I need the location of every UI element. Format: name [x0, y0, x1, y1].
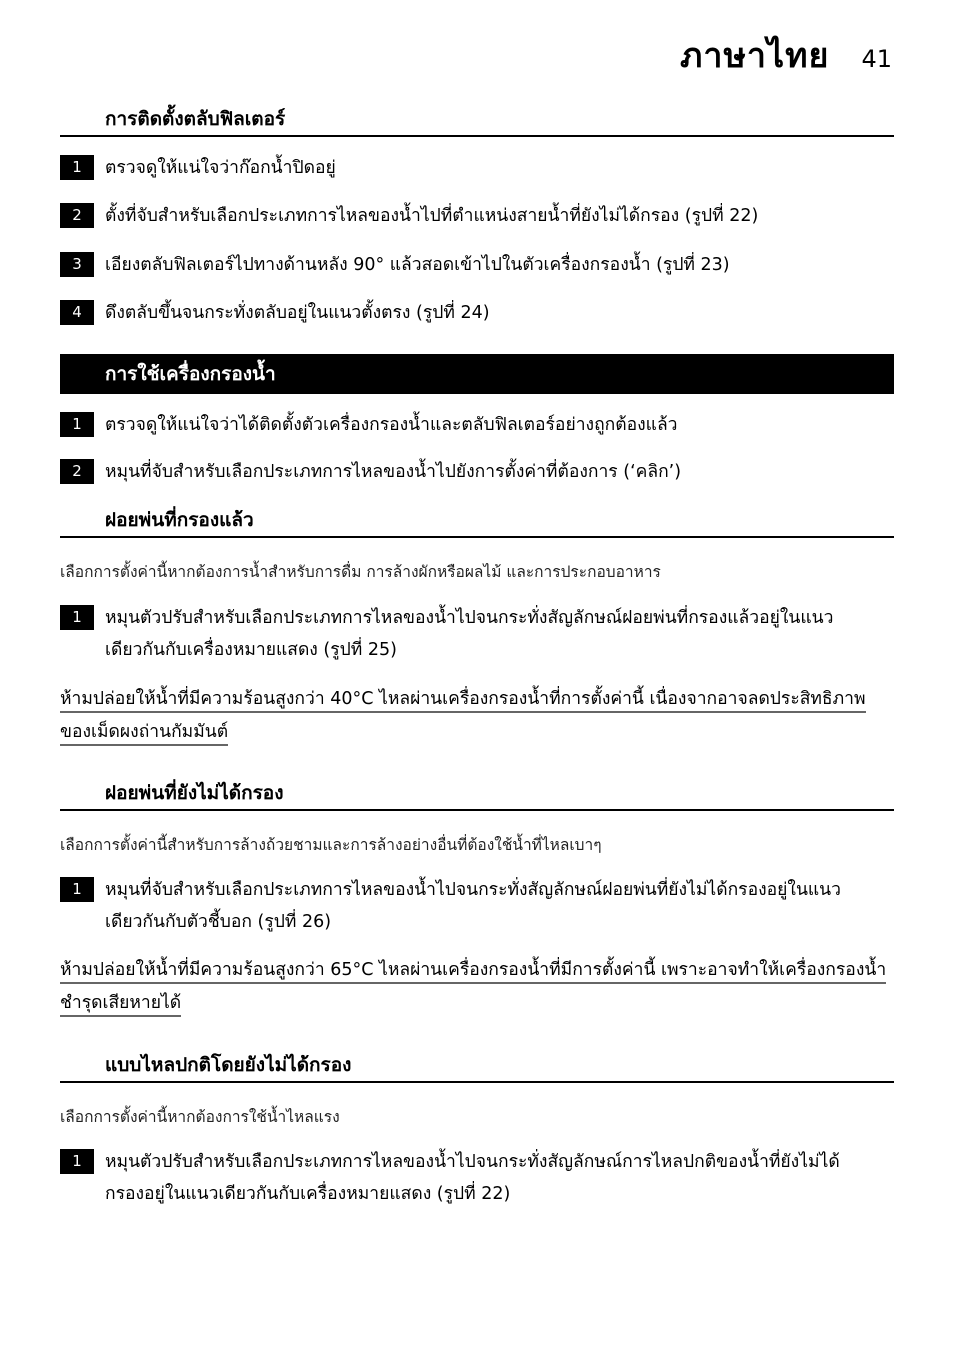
step-text-line: หมุนตัวปรับสำหรับเลือกประเภทการไหลของน้ำไปจนกระทั่งสัญลักษณ์ฝอยพ่นที่กรองแล้วอยู่ในแนว	[105, 608, 834, 628]
step-number: 2	[60, 459, 94, 484]
section-heading-unfiltered-spray: ฝอยพ่นที่ยังไม่ได้กรอง	[60, 778, 894, 811]
step-text-line: เดียวกันกับเครื่องหมายแสดง (รูปที่ 25)	[105, 640, 397, 660]
warning-line: ห้ามปล่อยให้น้ำที่มีความร้อนสูงกว่า 65°C ไหลผ่านเครื่องกรองน้ำที่มีการตั้งค่านี้ เพราะอาจทำให้เครื่องกรองน้ำ	[60, 960, 886, 984]
step-number: 1	[60, 412, 94, 437]
use-step-2	[60, 456, 894, 488]
warning-line: ห้ามปล่อยให้น้ำที่มีความร้อนสูงกว่า 40°C ไหลผ่านเครื่องกรองน้ำที่การตั้งค่านี้ เนื่องจากอาจลดประสิทธิภาพ	[60, 689, 866, 713]
section-heading-use-filter: การใช้เครื่องกรองน้ำ	[60, 354, 894, 394]
step-number: 1	[60, 605, 94, 630]
install-step-2	[60, 200, 894, 232]
filtered-spray-step-1	[60, 602, 894, 666]
step-text-line: หมุนตัวปรับสำหรับเลือกประเภทการไหลของน้ำไปจนกระทั่งสัญลักษณ์การไหลปกติของน้ำที่ยังไม่ได้	[105, 1152, 840, 1172]
step-text: หมุนที่จับสำหรับเลือกประเภทการไหลของน้ำไปยังการตั้งค่าที่ต้องการ (‘คลิก’)	[105, 462, 682, 482]
unfiltered-spray-warning	[60, 954, 894, 1020]
unfiltered-spray-step-1	[60, 874, 894, 938]
step-text: ตรวจดูให้แน่ใจว่าก๊อกน้ำปิดอยู่	[105, 158, 336, 178]
page-number: 41	[861, 45, 892, 73]
step-text: ตั้งที่จับสำหรับเลือกประเภทการไหลของน้ำไปที่ตำแหน่งสายน้ำที่ยังไม่ได้กรอง (รูปที่ 22)	[105, 206, 759, 226]
step-number: 4	[60, 300, 94, 325]
warning-line: ชำรุดเสียหายได้	[60, 993, 181, 1017]
step-text	[105, 874, 894, 938]
step-text: ดึงตลับขึ้นจนกระทั่งตลับอยู่ในแนวตั้งตรง (รูปที่ 24)	[105, 303, 490, 323]
step-text-line: หมุนที่จับสำหรับเลือกประเภทการไหลของน้ำไปจนกระทั่งสัญลักษณ์ฝอยพ่นที่ยังไม่ได้กรองอยู่ในแนว	[105, 880, 841, 900]
filtered-spray-note: เลือกการตั้งค่านี้หากต้องการน้ำสำหรับการดื่ม การล้างผักหรือผลไม้ และการประกอบอาหาร	[60, 563, 661, 581]
step-text	[105, 1146, 894, 1210]
step-number: 3	[60, 252, 94, 277]
page-header	[680, 28, 892, 82]
section-heading-install-filter: การติดตั้งตลับฟิลเตอร์	[60, 104, 894, 137]
use-step-1	[60, 409, 894, 441]
normal-flow-step-1	[60, 1146, 894, 1210]
step-number: 1	[60, 155, 94, 180]
normal-flow-note: เลือกการตั้งค่านี้หากต้องการใช้น้ำไหลแรง	[60, 1108, 340, 1126]
language-title: ภาษาไทย	[680, 36, 830, 76]
step-number: 1	[60, 877, 94, 902]
step-number: 2	[60, 203, 94, 228]
step-number: 1	[60, 1149, 94, 1174]
install-step-4	[60, 297, 894, 329]
unfiltered-spray-note: เลือกการตั้งค่านี้สำหรับการล้างถ้วยชามและการล้างอย่างอื่นที่ต้องใช้น้ำที่ไหลเบาๆ	[60, 836, 602, 854]
install-step-1	[60, 152, 894, 184]
step-text-line: เดียวกันกับตัวชี้บอก (รูปที่ 26)	[105, 912, 332, 932]
step-text-line: กรองอยู่ในแนวเดียวกันกับเครื่องหมายแสดง (รูปที่ 22)	[105, 1184, 511, 1204]
step-text	[105, 602, 894, 666]
section-heading-filtered-spray: ฝอยพ่นที่กรองแล้ว	[60, 505, 894, 538]
step-text: เอียงตลับฟิลเตอร์ไปทางด้านหลัง 90° แล้วสอดเข้าไปในตัวเครื่องกรองน้ำ (รูปที่ 23)	[105, 255, 730, 275]
install-step-3	[60, 249, 894, 281]
section-heading-normal-flow: แบบไหลปกติโดยยังไม่ได้กรอง	[60, 1050, 894, 1083]
step-text: ตรวจดูให้แน่ใจว่าได้ติดตั้งตัวเครื่องกรองน้ำและตลับฟิลเตอร์อย่างถูกต้องแล้ว	[105, 415, 678, 435]
filtered-spray-warning	[60, 683, 894, 749]
warning-line: ของเม็ดผงถ่านกัมมันต์	[60, 722, 228, 746]
